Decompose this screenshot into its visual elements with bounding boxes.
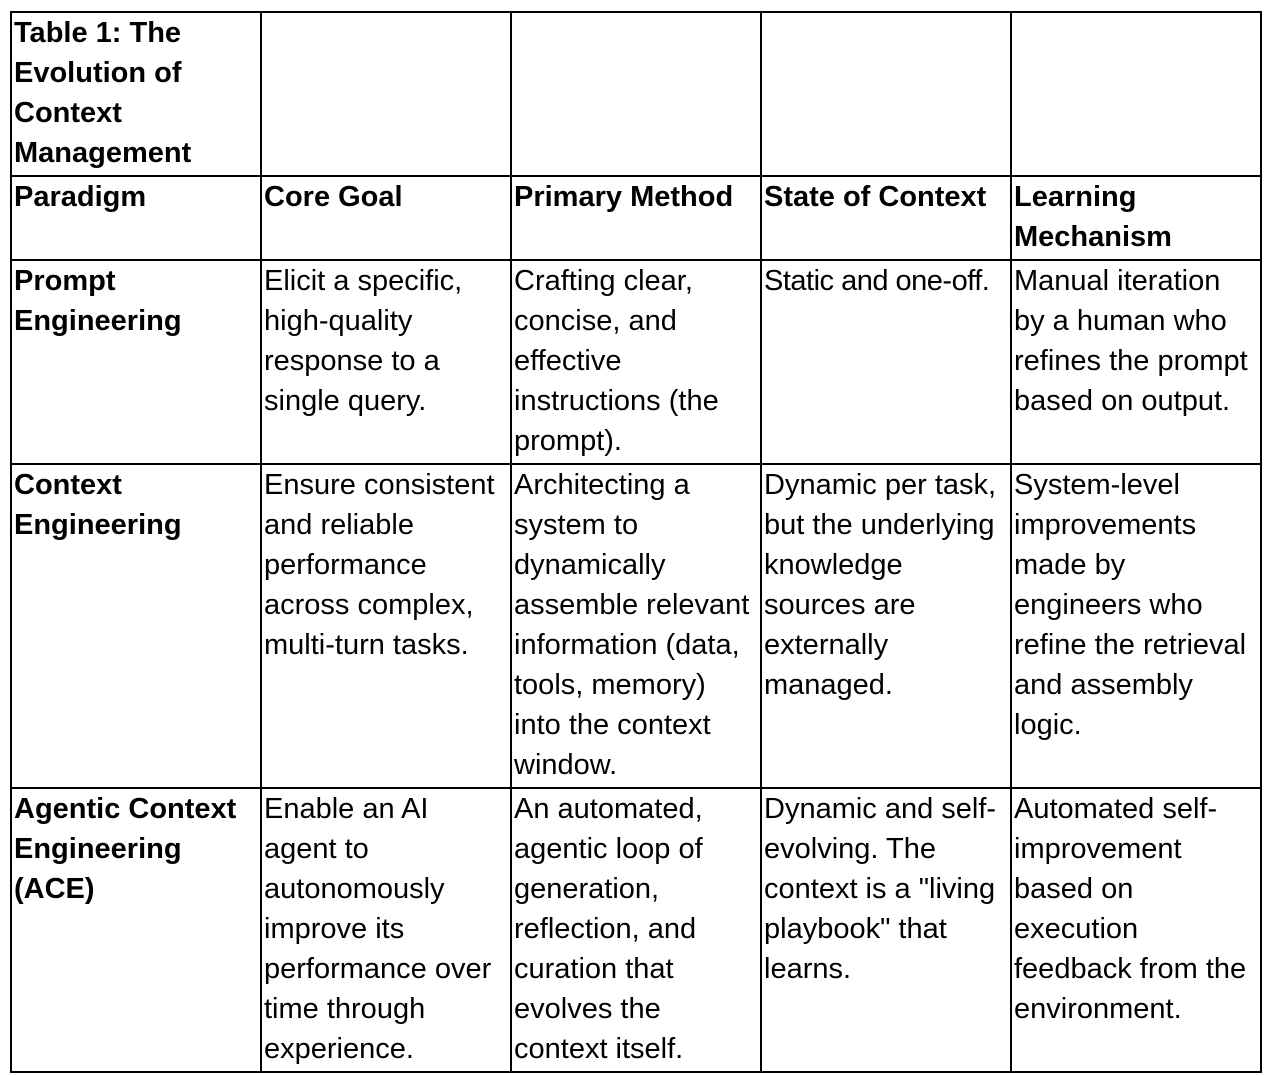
learning-mechanism-cell: Manual iteration by a human who refines the prompt based on output. <box>1011 260 1261 464</box>
table-row <box>11 788 1261 1072</box>
table-title: Table 1: The Evolution of Context Management <box>11 12 261 176</box>
column-header-primary-method: Primary Method <box>511 176 761 260</box>
table-header-row <box>11 176 1261 260</box>
table-row <box>11 464 1261 788</box>
table-title-row <box>11 12 1261 176</box>
core-goal-cell: Enable an AI agent to autonomously improve its performance over time through experience. <box>261 788 511 1072</box>
context-evolution-table <box>10 11 1262 1073</box>
column-header-paradigm: Paradigm <box>11 176 261 260</box>
primary-method-cell: Architecting a system to dynamically assemble relevant information (data, tools, memory) into the context window. <box>511 464 761 788</box>
state-of-context-cell: Dynamic and self-evolving. The context is a "living playbook" that learns. <box>761 788 1011 1072</box>
paradigm-cell: Agentic Context Engineering (ACE) <box>11 788 261 1072</box>
paradigm-cell: Context Engineering <box>11 464 261 788</box>
column-header-core-goal: Core Goal <box>261 176 511 260</box>
paradigm-cell: Prompt Engineering <box>11 260 261 464</box>
primary-method-cell: An automated, agentic loop of generation, reflection, and curation that evolves the context itself. <box>511 788 761 1072</box>
core-goal-cell: Elicit a specific, high-quality response to a single query. <box>261 260 511 464</box>
core-goal-cell: Ensure consistent and reliable performance across complex, multi-turn tasks. <box>261 464 511 788</box>
empty-cell <box>261 12 511 176</box>
state-of-context-cell: Static and one-off. <box>761 260 1011 464</box>
primary-method-cell: Crafting clear, concise, and effective instructions (the prompt). <box>511 260 761 464</box>
column-header-state-of-context: State of Context <box>761 176 1011 260</box>
table-row <box>11 260 1261 464</box>
learning-mechanism-cell: Automated self-improvement based on execution feedback from the environment. <box>1011 788 1261 1072</box>
empty-cell <box>1011 12 1261 176</box>
state-of-context-cell: Dynamic per task, but the underlying knowledge sources are externally managed. <box>761 464 1011 788</box>
document-page <box>10 11 1262 1073</box>
empty-cell <box>511 12 761 176</box>
learning-mechanism-cell: System-level improvements made by engineers who refine the retrieval and assembly logic. <box>1011 464 1261 788</box>
empty-cell <box>761 12 1011 176</box>
column-header-learning-mechanism: Learning Mechanism <box>1011 176 1261 260</box>
